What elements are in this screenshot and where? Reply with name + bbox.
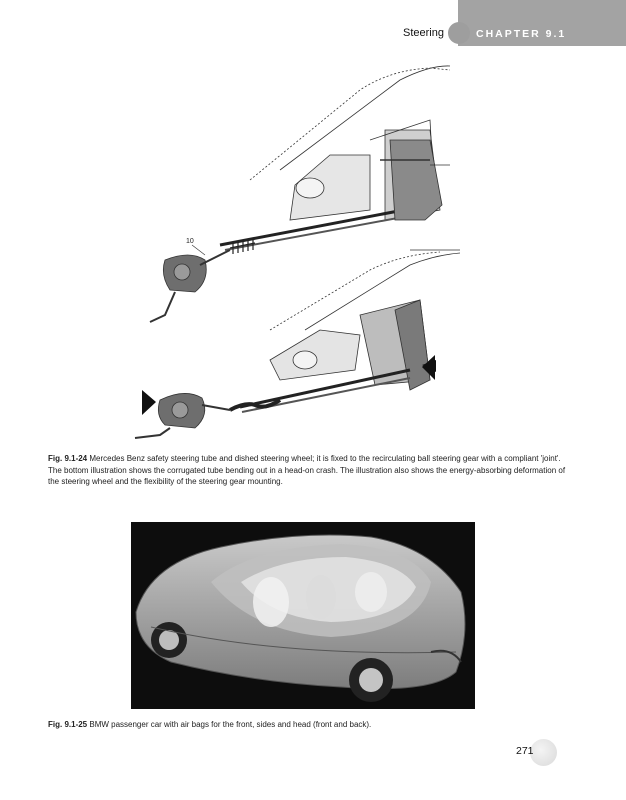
crash-direction-arrow-left [142, 390, 156, 415]
figure-caption-text-1: Mercedes Benz safety steering tube and dished steering wheel; it is fixed to the recirculating ball steering gear with a compliant 'joint'. The bottom illustration shows the corrugated tube bending out in a head-on crash. The illustration also shows the energy-absorbing deformation of the steering wheel and the flexibility of the steering gear mounting. [48, 454, 566, 486]
callout-label: 10 [186, 238, 194, 245]
page-number: 271 [516, 745, 534, 757]
running-section-title: Steering [403, 27, 444, 39]
page-number-circle [530, 739, 557, 766]
chapter-tab-circle [448, 22, 470, 44]
figure-number-2: Fig. 9.1-25 [48, 720, 88, 729]
figure-caption-text-2: BMW passenger car with air bags for the front, sides and head (front and back). [89, 720, 372, 729]
figure-caption-1 [48, 453, 568, 488]
chapter-label: CHAPTER 9.1 [476, 28, 567, 40]
bmw-airbag-photo [131, 522, 475, 709]
figure-number-1: Fig. 9.1-24 [48, 454, 88, 463]
figure-caption-2 [48, 719, 568, 731]
steering-illustration [130, 60, 470, 445]
page-header [0, 0, 626, 48]
